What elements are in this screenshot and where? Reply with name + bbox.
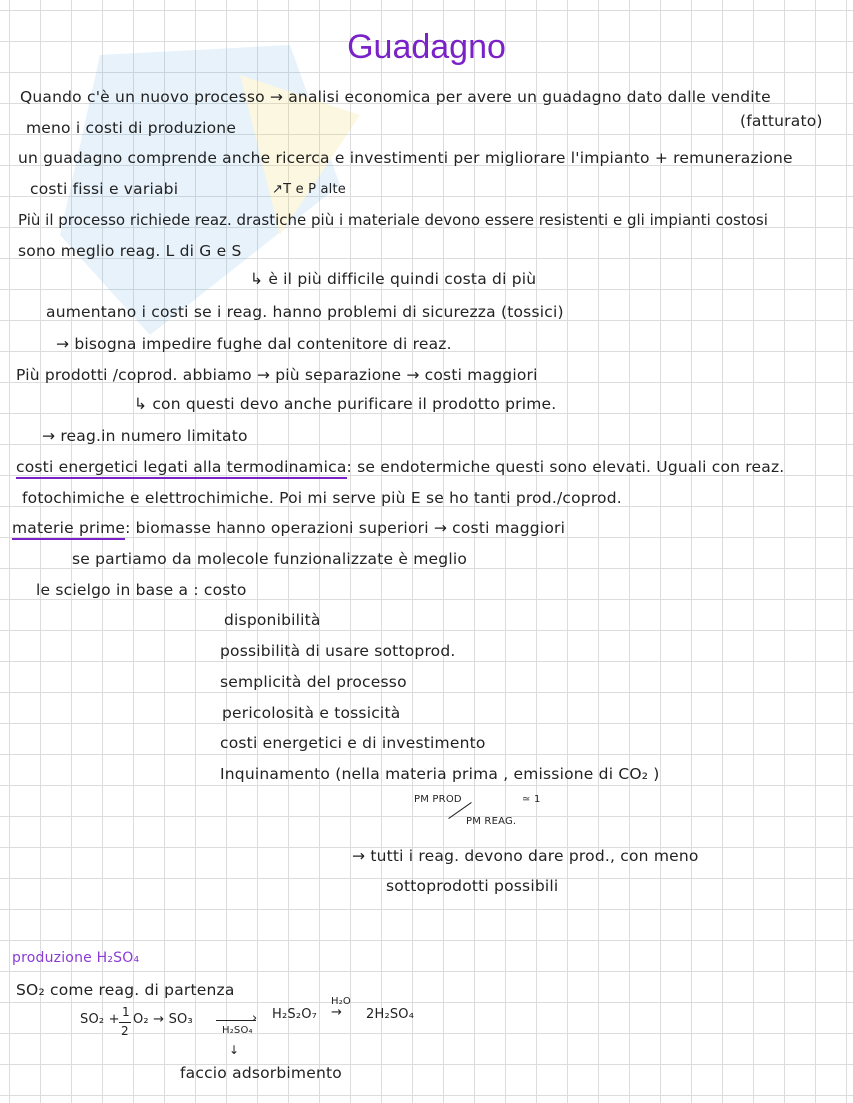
arrow-right-icon: › xyxy=(252,1011,258,1026)
equation-part: SO₂ + xyxy=(80,1012,120,1027)
text-line: costi energetici legati alla termodinamica: se endotermiche questi sono elevati. Uguali con reaz. xyxy=(16,458,784,476)
list-item: Inquinamento (nella materia prima , emissione di CO₂ ) xyxy=(220,765,660,783)
text-line: Più il processo richiede reaz. drastiche più i materiale devono essere resistenti e gli impianti costosi xyxy=(18,211,768,229)
equation-part: H₂S₂O₇ xyxy=(272,1007,318,1022)
text-line: un guadagno comprende anche ricerca e investimenti per migliorare l'impianto + remunerazione xyxy=(18,149,793,167)
text-line: sottoprodotti possibili xyxy=(386,877,559,895)
text-line: se partiamo da molecole funzionalizzate è meglio xyxy=(72,550,468,568)
text-line: ↳ è il più difficile quindi costa di più xyxy=(250,270,537,288)
text-note: ↗T e P alte xyxy=(272,182,346,197)
text-line: SO₂ come reag. di partenza xyxy=(16,981,235,999)
list-item: costi energetici e di investimento xyxy=(220,734,486,752)
text-line: sono meglio reag. L di G e S xyxy=(18,242,242,260)
text-line: → reag.in numero limitato xyxy=(42,427,248,445)
section-heading: produzione H₂SO₄ xyxy=(12,950,140,966)
text-line: faccio adsorbimento xyxy=(180,1064,342,1082)
list-item: pericolosità e tossicità xyxy=(222,704,401,722)
text-line: costi fissi e variabi xyxy=(30,180,179,198)
highlighted-term: costi energetici legati alla termodinamica xyxy=(16,458,347,479)
fraction-numerator: PM PROD xyxy=(414,794,462,805)
text-line: Più prodotti /coprod. abbiamo → più separazione → costi maggiori xyxy=(16,366,538,384)
equation-fraction-bar xyxy=(119,1022,131,1023)
equation-reagent: H₂O xyxy=(331,996,351,1007)
fraction-denominator: PM REAG. xyxy=(466,816,517,827)
text-line: aumentano i costi se i reag. hanno problemi di sicurezza (tossici) xyxy=(46,303,564,321)
text-note: (fatturato) xyxy=(740,112,823,130)
text-line: → tutti i reag. devono dare prod., con meno xyxy=(352,847,699,865)
page-title: Guadagno xyxy=(347,28,506,66)
highlighted-term: materie prime xyxy=(12,519,125,540)
list-item: possibilità di usare sottoprod. xyxy=(220,642,456,660)
text-line: fotochimiche e elettrochimiche. Poi mi serve più E se ho tanti prod./coprod. xyxy=(22,489,622,507)
equation-fraction-den: 2 xyxy=(121,1024,129,1038)
list-item: semplicità del processo xyxy=(220,673,407,691)
arrow-down-icon: ↓ xyxy=(229,1043,240,1057)
fraction-value: ≃ 1 xyxy=(522,794,541,805)
equation-fraction-num: 1 xyxy=(122,1005,130,1019)
text-line: ↳ con questi devo anche purificare il prodotto prime. xyxy=(134,395,557,413)
text-line: le scielgo in base a : costo xyxy=(36,581,247,599)
equation-reagent: H₂SO₄ xyxy=(222,1025,253,1036)
text-line: meno i costi di produzione xyxy=(26,119,237,137)
list-item: disponibilità xyxy=(224,611,321,629)
equation-arrow-line xyxy=(216,1020,256,1021)
equation-part: 2H₂SO₄ xyxy=(366,1007,415,1022)
text-line: Quando c'è un nuovo processo → analisi economica per avere un guadagno dato dalle vendite xyxy=(20,88,771,106)
text-line: materie prime: biomasse hanno operazioni superiori → costi maggiori xyxy=(12,519,565,537)
equation-part: O₂ → SO₃ xyxy=(133,1012,193,1027)
text-line: → bisogna impedire fughe dal contenitore di reaz. xyxy=(56,335,452,353)
arrow-right-icon: → xyxy=(331,1005,343,1020)
